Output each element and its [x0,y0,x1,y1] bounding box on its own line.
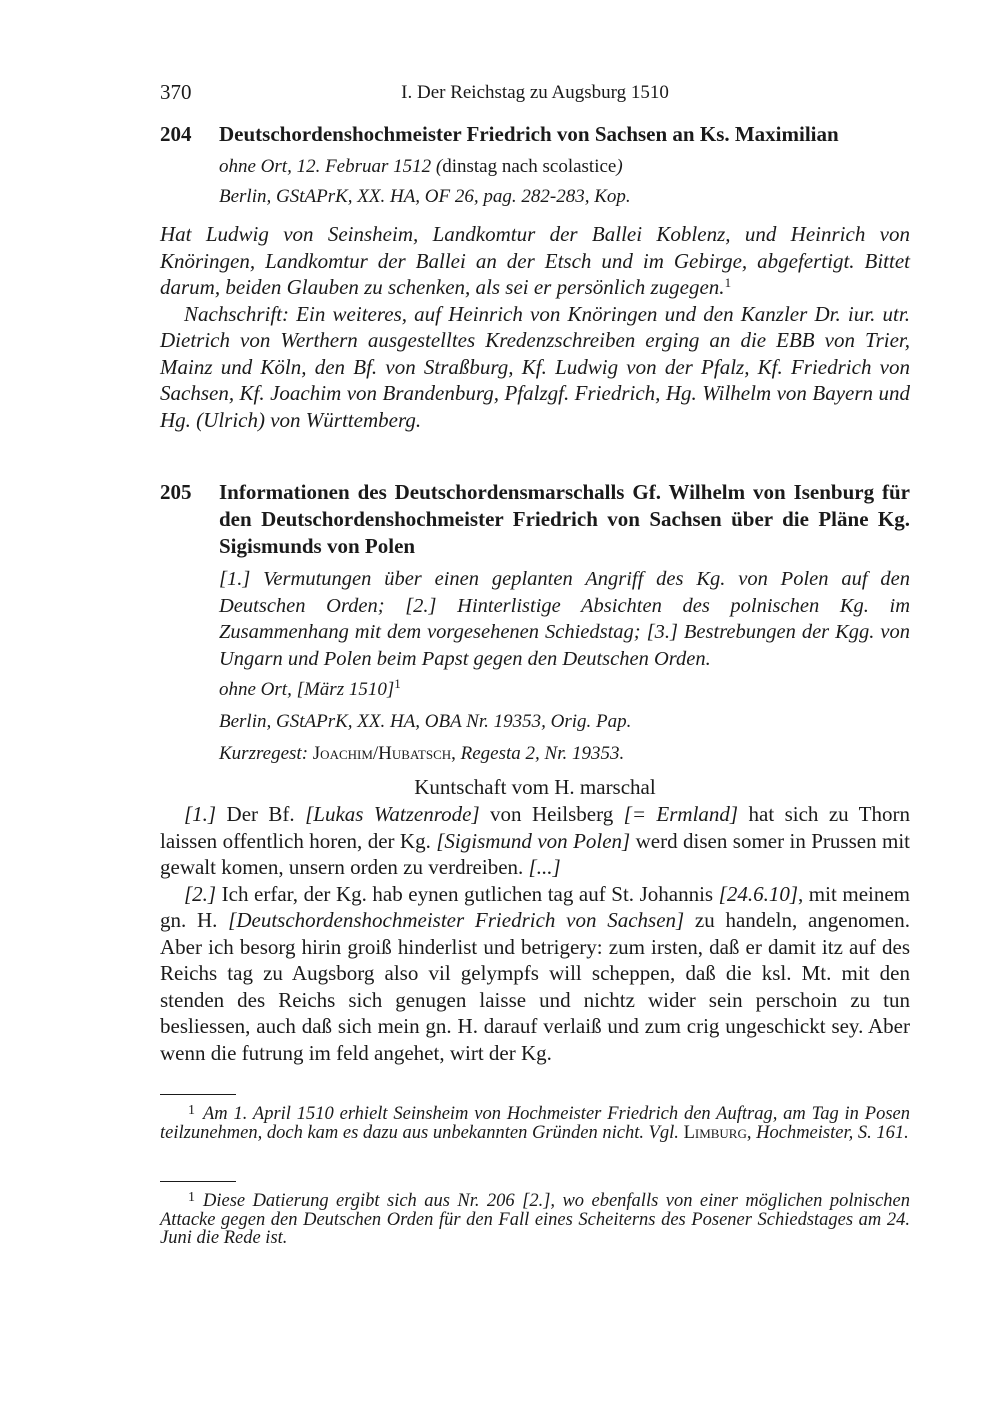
footnote-rule [160,1181,236,1182]
regest-authors: Joachim/Hubatsch, [312,743,456,764]
footnote-ref[interactable]: 1 [724,275,732,290]
source-text [160,801,910,1066]
entry-number: 205 [160,480,192,504]
entry-205-regest: Kurzregest: Joachim/Hubatsch, Regesta 2, Nr. 19353. [219,743,625,764]
source-heading: Kuntschaft vom H. marschal [414,775,656,799]
entry-204-summary: Hat Ludwig von Seinsheim, Landkomtur der Ballei Koblenz, und Heinrich von Knöringen, Landkomtur der Ballei an der Etsch und im Gebirge, abgefertigt. Bittet darum, beiden Glauben zu schenken, als sei er persönlich zugegen.$^1$ Nachschrift: Ein weiteres, auf Heinrich von Knöringen und den Kanzler Dr. iur. utr. Dietrich von Werthern ausgestelltes Kredenzschreiben erging an die EBB von Trier, Mainz und Köln, den Bf. von Straßburg, Kf. Ludwig von der Pfalz, Kf. Friedrich von Sachsen, Kf. Joachim von Brandenburg, Pfalzgf. Friedrich, Hg. Wilhelm von Bayern und Hg. (Ulrich) von Württemberg. [160,222,910,432]
entry-title: Deutschordenshochmeister Friedrich von Sachsen an Ks. Maximilian [219,122,839,146]
running-title: I. Der Reichstag zu Augsburg 1510 [401,82,669,103]
running-head [160,80,910,108]
entry-205-date: ohne Ort, [März 1510]$^1$ [219,676,401,700]
source-paragraph-2: [2.] Ich erfar, der Kg. hab eynen gutlichen tag auf St. Johannis [24.6.10], mit meinem gn. H. [Deutschordenshochmeister Friedrich von Sachsen] zu handeln, angenomen. Aber ich besorg hirin groiß hinderlist und betrigery: zum irsten, daß er damit itz auf des Reichs tag zu Augsborg also vil gelympfs will scheppen, daß die ksl. Mt. mit den stenden des Reichs sich genugen laisse und nichtz wider sein perschoin zu tun besliessen, auch daß sich mein gn. H. darauf verlaiß und zum crig ungeschickt sey. Aber wenn die futrung im feld angehet, wirt der Kg. [160,881,911,1065]
entry-205-archive: Berlin, GStAPrK, XX. HA, OBA Nr. 19353, Orig. Pap. [219,711,632,732]
source-paragraph-1: [1.] Der Bf. [Lukas Watzenrode] von Heilsberg [= Ermland] hat sich zu Thorn laissen offentlich horen, der Kg. [Sigismund von Polen] werd disen somer in Prussen mit gewalt komen, unsern orden zu verdreiben. [...] [160,802,911,879]
footnote-rule [160,1094,236,1095]
entry-title: Informationen des Deutschordensmarschalls Gf. Wilhelm von Isenburg für den Deutschordenshochmeister Friedrich von Sachsen über die Pläne Kg. Sigismunds von Polen [219,480,910,558]
entry-204-date: ohne Ort, 12. Februar 1512 (dinstag nach scolastice) [219,156,623,177]
entry-204-postscript: Nachschrift: Ein weiteres, auf Heinrich von Knöringen und den Kanzler Dr. iur. utr. Dietrich von Werthern ausgestelltes Kredenzschreiben erging an die EBB von Trier, Mainz und Köln, den Bf. von Straßburg, Kf. Ludwig von der Pfalz, Kf. Friedrich von Sachsen, Kf. Joachim von Brandenburg, Pfalzgf. Friedrich, Hg. Wilhelm von Bayern und Hg. (Ulrich) von Württemberg. [160,301,910,432]
entry-205-abstract: [1.] Vermutungen über einen geplanten Angriff des Kg. von Polen auf den Deutschen Orden; [2.] Hinterlistige Absichten des polnischen Kg. im Zusammenhang mit dem vorgesehenen Schiedstag; [3.] Bestrebungen der Kgg. von Ungarn und Polen beim Papst gegen den Deutschen Orden. [219,568,910,670]
footnote-2: $^1$ Diese Datierung ergibt sich aus Nr. 206 [2.], wo ebenfalls von einer möglichen polnischen Attacke gegen den Deutschen Orden für den Fall eines Scheiterns des Posener Schiedstages am 24. Juni die Rede ist. [160,1190,910,1248]
entry-number: 204 [160,122,192,146]
footnote-1: $^1$ Am 1. April 1510 erhielt Seinsheim von Hochmeister Friedrich den Auftrag, am Tag in Posen teilzunehmen, doch kam es dazu aus unbekannten Gründen nicht. Vgl. Limburg, Hochmeister, S. 161. [160,1103,910,1143]
page-number: 370 [160,80,192,104]
entry-204-archive: Berlin, GStAPrK, XX. HA, OF 26, pag. 282-283, Kop. [219,186,631,207]
footnote-ref[interactable]: 1 [394,676,401,691]
